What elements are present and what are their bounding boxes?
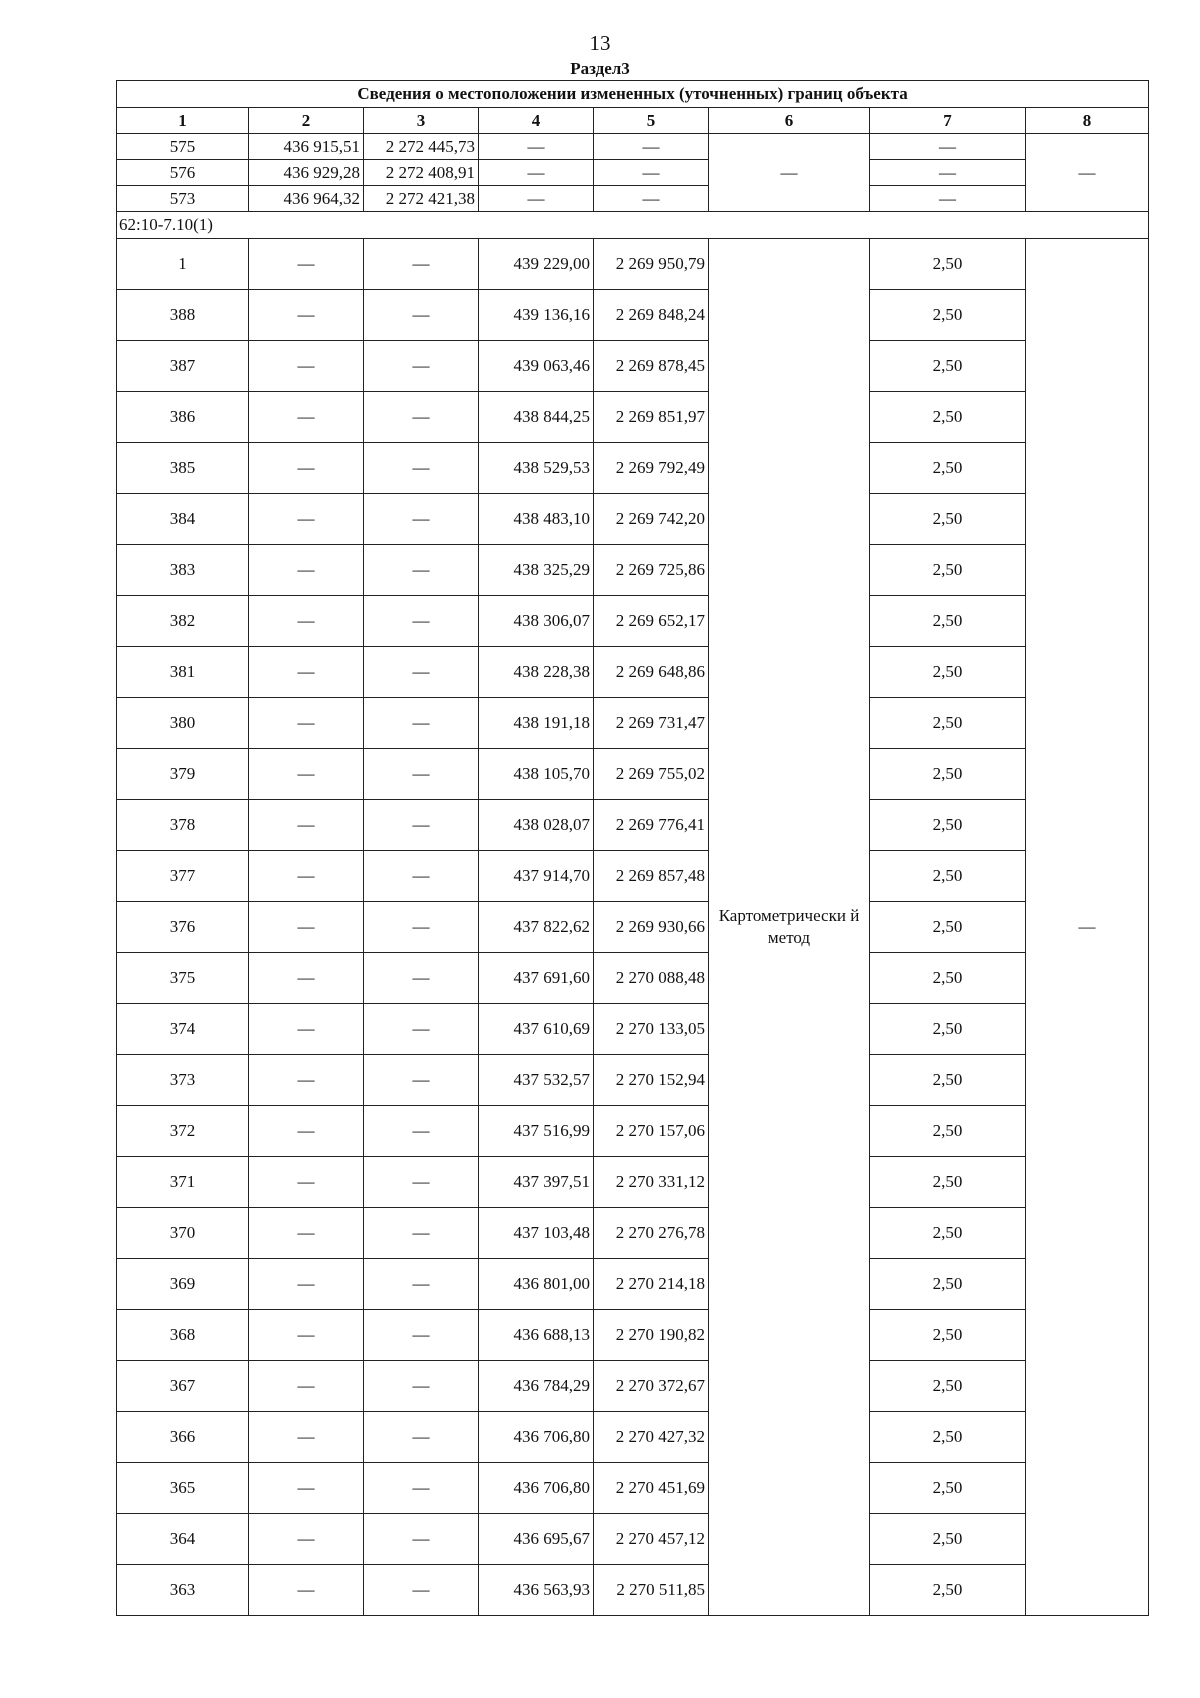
point-number: 383	[117, 545, 249, 596]
x-new: 436 784,29	[479, 1361, 594, 1412]
y-old: —	[364, 545, 479, 596]
y-new: 2 269 648,86	[594, 647, 709, 698]
table-row	[117, 1463, 1149, 1514]
accuracy: 2,50	[870, 392, 1026, 443]
accuracy: 2,50	[870, 647, 1026, 698]
table-row	[117, 392, 1149, 443]
group-row	[117, 212, 1149, 239]
y-new: 2 270 214,18	[594, 1259, 709, 1310]
y-new: 2 269 755,02	[594, 749, 709, 800]
y-old: —	[364, 1310, 479, 1361]
point-number: 368	[117, 1310, 249, 1361]
x-old: —	[249, 1106, 364, 1157]
y-old: —	[364, 647, 479, 698]
point-number: 364	[117, 1514, 249, 1565]
table-row	[117, 134, 1149, 160]
x-old: —	[249, 1004, 364, 1055]
x-new: 437 914,70	[479, 851, 594, 902]
y-new: —	[594, 186, 709, 212]
y-new: 2 270 457,12	[594, 1514, 709, 1565]
table-row	[117, 749, 1149, 800]
x-old: —	[249, 596, 364, 647]
accuracy: 2,50	[870, 596, 1026, 647]
table-row	[117, 698, 1149, 749]
x-new: 437 397,51	[479, 1157, 594, 1208]
point-number: 365	[117, 1463, 249, 1514]
x-old: —	[249, 749, 364, 800]
column-header: 2	[249, 108, 364, 134]
y-new: 2 269 776,41	[594, 800, 709, 851]
table-row	[117, 290, 1149, 341]
x-old: —	[249, 1361, 364, 1412]
accuracy: 2,50	[870, 341, 1026, 392]
x-old: 436 964,32	[249, 186, 364, 212]
x-new: 438 105,70	[479, 749, 594, 800]
x-new: 438 191,18	[479, 698, 594, 749]
point-number: 369	[117, 1259, 249, 1310]
point-number: 384	[117, 494, 249, 545]
y-new: 2 270 451,69	[594, 1463, 709, 1514]
x-old: —	[249, 545, 364, 596]
point-number: 371	[117, 1157, 249, 1208]
y-old: —	[364, 749, 479, 800]
x-old: —	[249, 494, 364, 545]
table-row	[117, 1361, 1149, 1412]
x-old: —	[249, 698, 364, 749]
y-new: 2 270 157,06	[594, 1106, 709, 1157]
y-old: —	[364, 902, 479, 953]
x-old: —	[249, 443, 364, 494]
table-row	[117, 1055, 1149, 1106]
x-new: 437 532,57	[479, 1055, 594, 1106]
x-old: —	[249, 341, 364, 392]
point-number: 379	[117, 749, 249, 800]
x-old: —	[249, 1310, 364, 1361]
y-new: 2 270 088,48	[594, 953, 709, 1004]
section-title: Раздел3	[570, 59, 630, 78]
table-row	[117, 1208, 1149, 1259]
x-new: 436 706,80	[479, 1412, 594, 1463]
method-cell: —	[709, 134, 870, 212]
accuracy: 2,50	[870, 851, 1026, 902]
table-row	[117, 953, 1149, 1004]
note-cell: —	[1026, 239, 1149, 1616]
x-old: —	[249, 290, 364, 341]
group-label: 62:10-7.10(1)	[117, 212, 1149, 239]
table-caption: Сведения о местоположении измененных (уточненных) границ объекта	[117, 81, 1149, 108]
table-row	[117, 1565, 1149, 1616]
table-row	[117, 545, 1149, 596]
accuracy: 2,50	[870, 902, 1026, 953]
point-number: 386	[117, 392, 249, 443]
point-number: 377	[117, 851, 249, 902]
y-old: —	[364, 1106, 479, 1157]
point-number: 366	[117, 1412, 249, 1463]
accuracy: 2,50	[870, 1259, 1026, 1310]
point-number: 376	[117, 902, 249, 953]
y-old: —	[364, 290, 479, 341]
accuracy: 2,50	[870, 1361, 1026, 1412]
x-new: 436 563,93	[479, 1565, 594, 1616]
y-new: 2 269 851,97	[594, 392, 709, 443]
accuracy: 2,50	[870, 1157, 1026, 1208]
y-old: —	[364, 953, 479, 1004]
accuracy: 2,50	[870, 290, 1026, 341]
y-old: 2 272 421,38	[364, 186, 479, 212]
table-row	[117, 341, 1149, 392]
table-row	[117, 1259, 1149, 1310]
accuracy: 2,50	[870, 1514, 1026, 1565]
accuracy: 2,50	[870, 749, 1026, 800]
table-row	[117, 902, 1149, 953]
table-row	[117, 186, 1149, 212]
accuracy: 2,50	[870, 1055, 1026, 1106]
point-number: 387	[117, 341, 249, 392]
table-row	[117, 1310, 1149, 1361]
accuracy: 2,50	[870, 953, 1026, 1004]
accuracy: —	[870, 134, 1026, 160]
y-new: 2 269 725,86	[594, 545, 709, 596]
y-new: 2 270 152,94	[594, 1055, 709, 1106]
x-old: —	[249, 953, 364, 1004]
table-row	[117, 443, 1149, 494]
x-new: 438 483,10	[479, 494, 594, 545]
column-header: 4	[479, 108, 594, 134]
x-new: 438 529,53	[479, 443, 594, 494]
x-new: 436 688,13	[479, 1310, 594, 1361]
y-old: —	[364, 392, 479, 443]
y-old: —	[364, 698, 479, 749]
point-number: 373	[117, 1055, 249, 1106]
y-old: —	[364, 239, 479, 290]
point-number: 375	[117, 953, 249, 1004]
x-new: 438 306,07	[479, 596, 594, 647]
y-new: 2 269 652,17	[594, 596, 709, 647]
x-old: —	[249, 1208, 364, 1259]
column-header: 7	[870, 108, 1026, 134]
y-new: 2 269 742,20	[594, 494, 709, 545]
y-new: 2 270 331,12	[594, 1157, 709, 1208]
table-row	[117, 160, 1149, 186]
table-row	[117, 239, 1149, 290]
note-cell: —	[1026, 134, 1149, 212]
y-new: 2 270 133,05	[594, 1004, 709, 1055]
y-new: 2 269 792,49	[594, 443, 709, 494]
accuracy: —	[870, 186, 1026, 212]
x-new: 438 844,25	[479, 392, 594, 443]
y-old: 2 272 445,73	[364, 134, 479, 160]
accuracy: 2,50	[870, 698, 1026, 749]
point-number: 382	[117, 596, 249, 647]
x-old: —	[249, 1157, 364, 1208]
x-new: 437 516,99	[479, 1106, 594, 1157]
y-old: —	[364, 1157, 479, 1208]
accuracy: 2,50	[870, 1004, 1026, 1055]
y-old: —	[364, 1004, 479, 1055]
column-header-row	[117, 108, 1149, 134]
y-old: —	[364, 494, 479, 545]
table-row	[117, 1157, 1149, 1208]
y-old: —	[364, 1412, 479, 1463]
accuracy: 2,50	[870, 239, 1026, 290]
x-new: —	[479, 186, 594, 212]
y-new: 2 269 878,45	[594, 341, 709, 392]
y-new: 2 269 950,79	[594, 239, 709, 290]
y-old: —	[364, 800, 479, 851]
x-old: —	[249, 1514, 364, 1565]
column-header: 8	[1026, 108, 1149, 134]
x-new: 439 136,16	[479, 290, 594, 341]
x-new: 437 691,60	[479, 953, 594, 1004]
table-row	[117, 596, 1149, 647]
accuracy: 2,50	[870, 443, 1026, 494]
x-new: 437 610,69	[479, 1004, 594, 1055]
x-old: —	[249, 1055, 364, 1106]
accuracy: 2,50	[870, 545, 1026, 596]
accuracy: 2,50	[870, 1310, 1026, 1361]
y-new: 2 269 731,47	[594, 698, 709, 749]
table-row	[117, 1106, 1149, 1157]
x-old: —	[249, 647, 364, 698]
x-new: 437 103,48	[479, 1208, 594, 1259]
accuracy: 2,50	[870, 1208, 1026, 1259]
accuracy: 2,50	[870, 1412, 1026, 1463]
y-new: 2 270 372,67	[594, 1361, 709, 1412]
y-new: 2 269 848,24	[594, 290, 709, 341]
point-number: 380	[117, 698, 249, 749]
boundary-coordinates-table	[116, 80, 1149, 1616]
accuracy: 2,50	[870, 800, 1026, 851]
y-old: —	[364, 443, 479, 494]
point-number: 573	[117, 186, 249, 212]
table-row	[117, 494, 1149, 545]
x-new: 438 325,29	[479, 545, 594, 596]
x-new: 437 822,62	[479, 902, 594, 953]
accuracy: 2,50	[870, 1565, 1026, 1616]
x-old: —	[249, 800, 364, 851]
page-number: 13	[589, 31, 611, 55]
accuracy: 2,50	[870, 1106, 1026, 1157]
y-new: 2 270 190,82	[594, 1310, 709, 1361]
x-new: 439 063,46	[479, 341, 594, 392]
y-old: —	[364, 851, 479, 902]
y-old: —	[364, 1259, 479, 1310]
y-new: —	[594, 134, 709, 160]
y-old: —	[364, 1055, 479, 1106]
column-header: 5	[594, 108, 709, 134]
y-old: —	[364, 1463, 479, 1514]
x-old: —	[249, 1565, 364, 1616]
point-number: 372	[117, 1106, 249, 1157]
table-row	[117, 1514, 1149, 1565]
y-new: 2 269 857,48	[594, 851, 709, 902]
y-old: —	[364, 341, 479, 392]
x-new: 436 706,80	[479, 1463, 594, 1514]
point-number: 575	[117, 134, 249, 160]
x-old: 436 929,28	[249, 160, 364, 186]
method-cell: Картометрически й метод	[709, 239, 870, 1616]
table-row	[117, 851, 1149, 902]
y-new: 2 270 511,85	[594, 1565, 709, 1616]
x-old: —	[249, 1259, 364, 1310]
x-new: 438 028,07	[479, 800, 594, 851]
x-new: 436 695,67	[479, 1514, 594, 1565]
x-old: —	[249, 392, 364, 443]
accuracy: 2,50	[870, 1463, 1026, 1514]
point-number: 381	[117, 647, 249, 698]
y-new: 2 270 276,78	[594, 1208, 709, 1259]
y-old: —	[364, 1514, 479, 1565]
point-number: 378	[117, 800, 249, 851]
table-row	[117, 1412, 1149, 1463]
column-header: 6	[709, 108, 870, 134]
y-old: —	[364, 1208, 479, 1259]
x-new: 438 228,38	[479, 647, 594, 698]
y-new: 2 270 427,32	[594, 1412, 709, 1463]
x-old: —	[249, 902, 364, 953]
table-row	[117, 1004, 1149, 1055]
x-old: —	[249, 1463, 364, 1514]
point-number: 388	[117, 290, 249, 341]
point-number: 370	[117, 1208, 249, 1259]
x-old: —	[249, 239, 364, 290]
y-new: 2 269 930,66	[594, 902, 709, 953]
x-new: 439 229,00	[479, 239, 594, 290]
column-header: 3	[364, 108, 479, 134]
point-number: 1	[117, 239, 249, 290]
table-row	[117, 800, 1149, 851]
point-number: 385	[117, 443, 249, 494]
x-old: —	[249, 1412, 364, 1463]
column-header: 1	[117, 108, 249, 134]
y-old: —	[364, 596, 479, 647]
x-old: 436 915,51	[249, 134, 364, 160]
point-number: 576	[117, 160, 249, 186]
x-new: —	[479, 160, 594, 186]
x-new: 436 801,00	[479, 1259, 594, 1310]
point-number: 363	[117, 1565, 249, 1616]
point-number: 367	[117, 1361, 249, 1412]
y-old: —	[364, 1565, 479, 1616]
accuracy: —	[870, 160, 1026, 186]
accuracy: 2,50	[870, 494, 1026, 545]
y-old: —	[364, 1361, 479, 1412]
y-new: —	[594, 160, 709, 186]
table-row	[117, 647, 1149, 698]
x-old: —	[249, 851, 364, 902]
x-new: —	[479, 134, 594, 160]
y-old: 2 272 408,91	[364, 160, 479, 186]
point-number: 374	[117, 1004, 249, 1055]
